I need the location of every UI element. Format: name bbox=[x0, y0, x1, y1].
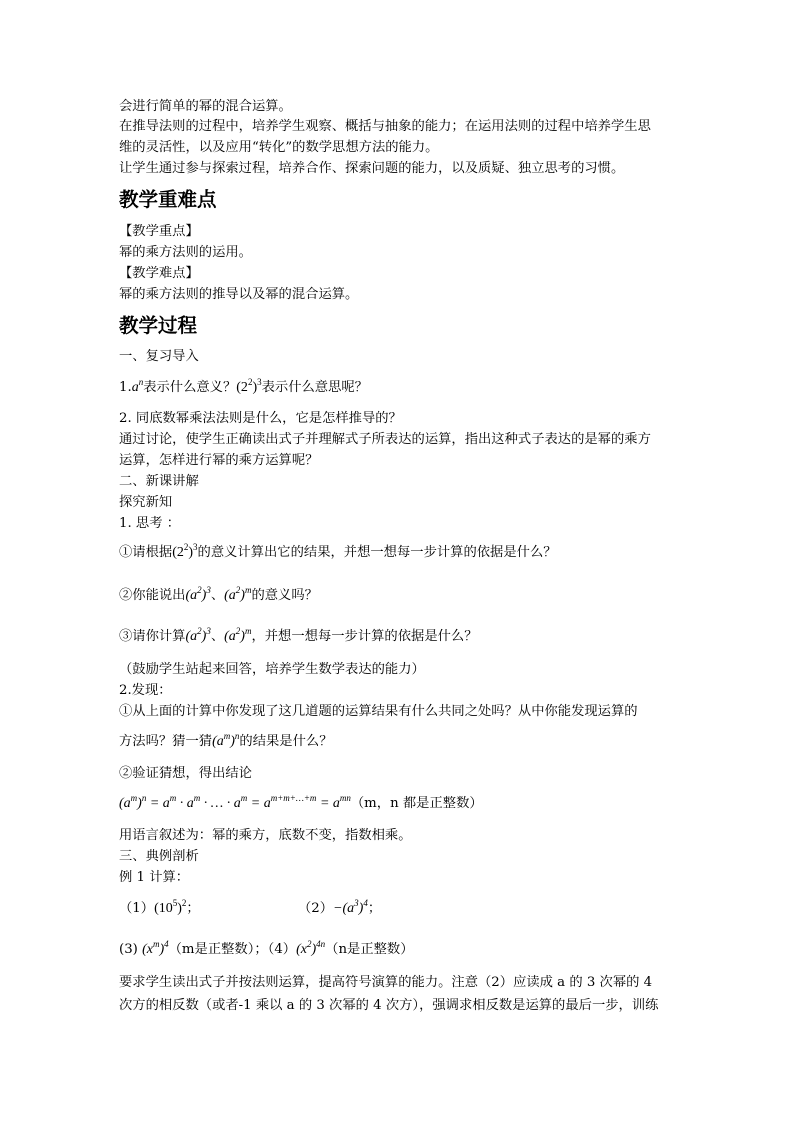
e1-end: ； bbox=[186, 901, 200, 916]
t3-prefix: ③请你计算 bbox=[119, 629, 186, 644]
review-question-2: 2. 同底数幂乘法法则是什么，它是怎样推导的？ bbox=[119, 411, 402, 426]
discover-line-2 bbox=[119, 732, 333, 752]
explore-title: 探究新知 bbox=[119, 495, 173, 510]
difficult-point-text: 幂的乘方法则的推导以及幂的混合运算。 bbox=[119, 287, 359, 302]
intro-line-2: 在推导法则的过程中，培养学生观察、概括与抽象的能力；在运用法则的过程中培养学生思 bbox=[119, 119, 651, 134]
intro-line-3: 维的灵活性，以及应用“转化”的数学思想方法的能力。 bbox=[119, 140, 439, 155]
requirement-line-2: 次方的相反数（或者-1 乘以 a 的 3 次幂的 4 次方），强调求相反数是运算的最后一步，训练 bbox=[119, 998, 659, 1013]
example-item-2 bbox=[298, 899, 381, 919]
discussion-line-1: 通过讨论，使学生正确读出式子并理解式子所表达的运算，指出这种式子表达的是幂的乘方 bbox=[119, 432, 651, 447]
key-point-label: 【教学重点】 bbox=[119, 224, 199, 239]
math-a-squared-cubed: $(a^2)^3$ bbox=[185, 585, 211, 603]
formula-note: （m，n 都是正整数） bbox=[350, 796, 483, 811]
math-a-squared-m: $(a^2)^m$ bbox=[224, 585, 252, 603]
t3-suffix: ，并想一想每一步计算的依据是什么？ bbox=[251, 629, 478, 644]
t1-suffix: 的意义计算出它的结果，并想一想每一步计算的依据是什么？ bbox=[197, 545, 557, 560]
math-power-rule-derivation: $(a^m)^n = a^m \cdot a^m$ · … · $a^m = a^{m+m+\dots+m} = a^{mn}$ bbox=[119, 793, 351, 811]
math-a-m-n: $(a^m)^n$ bbox=[212, 731, 240, 749]
heading-process: 教学过程 bbox=[119, 314, 198, 337]
e3-label: (3) bbox=[119, 942, 138, 957]
math-2-squared-cubed-2: $(2^2)^3$ bbox=[172, 542, 198, 560]
t2-mid: 、 bbox=[210, 588, 225, 603]
q1-prefix: 1. bbox=[119, 380, 132, 395]
encourage-note: （鼓励学生站起来回答，培养学生数学表达的能力） bbox=[119, 662, 425, 677]
t1-prefix: ①请根据 bbox=[119, 545, 173, 560]
discover-line-1: ①从上面的计算中你发现了这几道题的运算结果有什么共同之处吗？从中你能发现运算的 bbox=[119, 704, 638, 719]
example-1-title: 例 1 计算： bbox=[119, 870, 190, 885]
intro-line-4: 让学生通过参与探索过程，培养合作、探索问题的能力，以及质疑、独立思考的习惯。 bbox=[119, 161, 625, 176]
power-rule-formula bbox=[119, 794, 483, 814]
math-2-squared-cubed: $(2^2)^3$ bbox=[236, 377, 262, 395]
difficult-point-label: 【教学难点】 bbox=[119, 266, 199, 281]
requirement-line-1: 要求学生读出式子并按法则运算，提高符号演算的能力。注意（2）应读成 a 的 3 次幂的 4 bbox=[119, 975, 653, 990]
e3-note: （m是正整数）； bbox=[168, 942, 268, 957]
review-title: 一、复习导入 bbox=[119, 349, 199, 364]
math-a-squared-cubed-2: $(a^2)^3$ bbox=[185, 626, 211, 644]
review-question-1 bbox=[119, 378, 368, 398]
math-x-squared-4n: $(x^2)^{4n}$ bbox=[296, 939, 326, 957]
q1-mid: 表示什么意义？ bbox=[143, 380, 237, 395]
verify-title: ②验证猜想，得出结论 bbox=[119, 766, 252, 781]
intro-line-1: 会进行简单的幂的混合运算。 bbox=[119, 99, 292, 114]
discussion-line-2: 运算，怎样进行幂的乘方运算呢？ bbox=[119, 453, 319, 468]
d2-prefix: 方法吗？猜一猜 bbox=[119, 734, 213, 749]
think-title: 1. 思考 ： bbox=[119, 516, 181, 531]
t2-suffix: 的意义吗？ bbox=[251, 588, 318, 603]
key-point-text: 幂的乘方法则的运用。 bbox=[119, 245, 252, 260]
math-a-squared-m-2: $(a^2)^m$ bbox=[224, 626, 252, 644]
e2-label: （2） bbox=[298, 901, 334, 916]
think-item-2 bbox=[119, 586, 318, 606]
think-item-1 bbox=[119, 543, 557, 563]
math-neg-a-cubed-4: $-(a^3)^4$ bbox=[333, 898, 368, 916]
discover-title: 2.发现： bbox=[119, 683, 172, 698]
new-lesson-title: 二、新课讲解 bbox=[119, 474, 199, 489]
d2-suffix: 的结果是什么？ bbox=[239, 734, 333, 749]
q1-suffix: 表示什么意思呢？ bbox=[261, 380, 368, 395]
example-title: 三、典例剖析 bbox=[119, 849, 199, 864]
math-10-5-squared: $(10^5)^2$ bbox=[154, 898, 187, 916]
e4-note: （n是正整数） bbox=[325, 942, 414, 957]
rule-statement: 用语言叙述为：幂的乘方，底数不变，指数相乘。 bbox=[119, 828, 412, 843]
e1-label: （1） bbox=[119, 901, 155, 916]
example-item-3 bbox=[119, 940, 414, 960]
heading-difficulty: 教学重难点 bbox=[119, 188, 217, 211]
math-x-m-4: $(x^m)^4$ bbox=[142, 939, 169, 957]
math-a-power-n: $a^n$ bbox=[131, 377, 144, 395]
think-item-3 bbox=[119, 627, 478, 647]
example-item-1 bbox=[119, 899, 200, 919]
t2-prefix: ②你能说出 bbox=[119, 588, 186, 603]
e2-end: ； bbox=[367, 901, 382, 916]
e4-label: （4） bbox=[267, 942, 297, 957]
t3-mid: 、 bbox=[210, 629, 225, 644]
